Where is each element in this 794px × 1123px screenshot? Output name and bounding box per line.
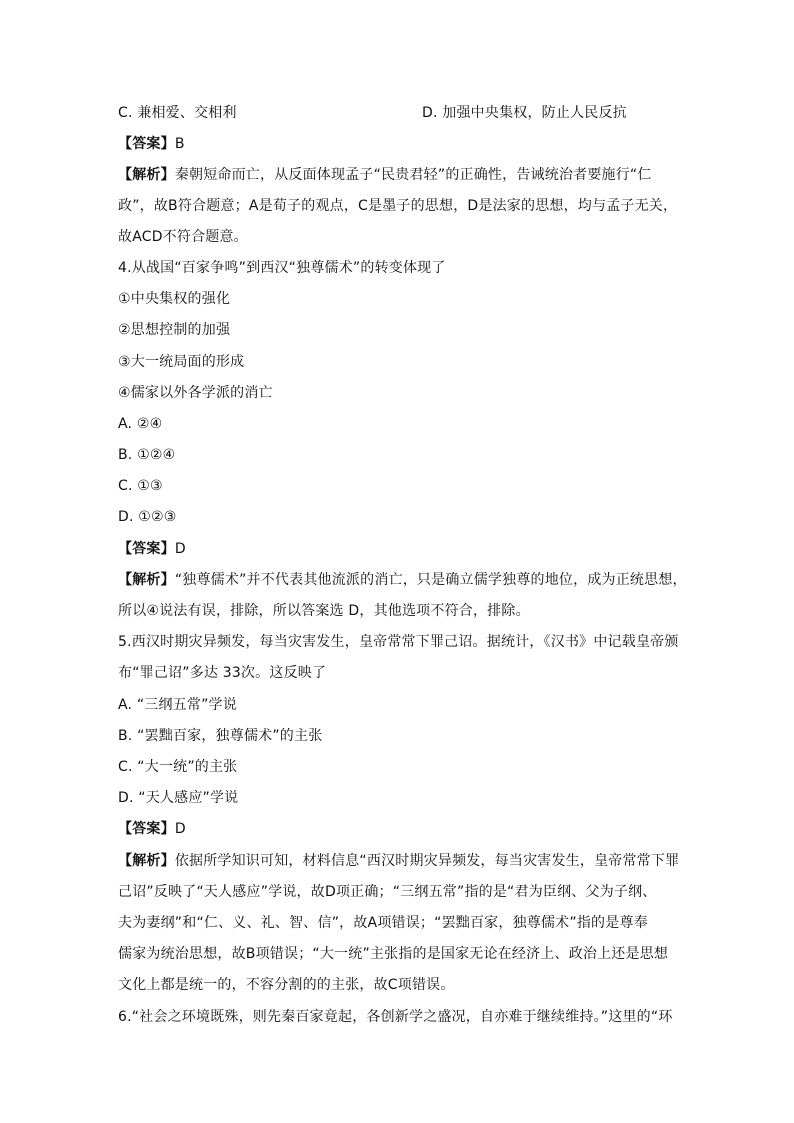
q5-analysis-line: 儒家为统治思想，故B项错误；“大一统”主张指的是国家无论在经济上、政治上还是思想	[118, 946, 669, 962]
q3-option-c: C. 兼相爱、交相利	[118, 105, 237, 121]
q4-item: ②思想控制的加强	[118, 322, 231, 338]
q5-option-d: D. “天人感应”学说	[118, 790, 239, 806]
q4-stem: 4.从战国“百家争鸣”到西汉“独尊儒术”的转变体现了	[118, 260, 446, 276]
q4-option-d: D. ①②③	[118, 509, 177, 525]
q4-option-b: B. ①②④	[118, 447, 176, 463]
q3-analysis-line: 【解析】秦朝短命而亡，从反面体现孟子“民贵君轻”的正确性，告诫统治者要施行“仁	[118, 167, 652, 183]
q4-item: ③大一统局面的形成	[118, 354, 245, 370]
answer-value: D	[174, 821, 186, 837]
answer-label: 【答案】	[118, 541, 175, 557]
q6-stem: 6.“社会之环境既殊，则先秦百家竟起，各创新学之盛况，自亦难于继续维持。”这里的“环	[118, 1009, 673, 1025]
q5-option-c: C. “大一统”的主张	[118, 759, 238, 775]
q5-stem-line: 5.西汉时期灾异频发，每当灾害发生，皇帝常常下罪己诏。据统计，《汉书》中记载皇帝颁	[118, 634, 679, 650]
q3-analysis-line: 故ACD不符合题意。	[118, 229, 248, 245]
q5-answer	[118, 819, 186, 839]
q5-analysis-line: 文化上都是统一的，不容分割的的主张，故C项错误。	[118, 977, 455, 993]
q5-analysis-line: 【解析】依据所学知识可知，材料信息“西汉时期灾异频发，每当灾害发生，皇帝常常下罪	[118, 853, 680, 869]
q5-option-b: B. “罢黜百家，独尊儒术”的主张	[118, 728, 323, 744]
answer-label: 【答案】	[118, 821, 175, 837]
analysis-label: 【解析】	[118, 167, 175, 183]
q4-option-c: C. ①③	[118, 478, 163, 494]
q4-analysis-line: 所以④说法有误，排除，所以答案选 D，其他选项不符合，排除。	[118, 603, 530, 619]
answer-value: D	[174, 541, 186, 557]
q4-item: ①中央集权的强化	[118, 291, 231, 307]
answer-label: 【答案】	[118, 136, 175, 152]
q5-stem-line: 布“罪己诏”多达 33次。这反映了	[118, 665, 327, 681]
q5-analysis-line: 夫为妻纲”和“仁、义、礼、智、信”，故A项错误；“罢黜百家，独尊儒术”指的是尊奉	[118, 915, 648, 931]
analysis-label: 【解析】	[118, 853, 175, 869]
q4-item: ④儒家以外各学派的消亡	[118, 385, 273, 401]
q5-analysis-line: 己诏”反映了“天人感应”学说，故D项正确；“三纲五常”指的是“君为臣纲、父为子纲、	[118, 884, 657, 900]
q4-answer	[118, 539, 186, 559]
answer-value: B	[174, 136, 185, 152]
analysis-label: 【解析】	[118, 572, 175, 588]
q4-option-a: A. ②④	[118, 416, 163, 432]
q3-answer	[118, 134, 185, 154]
q5-option-a: A. “三纲五常”学说	[118, 697, 237, 713]
q3-option-d: D. 加强中央集权，防止人民反抗	[422, 105, 627, 121]
q4-analysis-line: 【解析】“独尊儒术”并不代表其他流派的消亡，只是确立儒学独尊的地位，成为正统思想，	[118, 572, 687, 588]
q3-analysis-line: 政”，故B符合题意；A是荀子的观点，C是墨子的思想，D是法家的思想，均与孟子无关，	[118, 198, 678, 214]
